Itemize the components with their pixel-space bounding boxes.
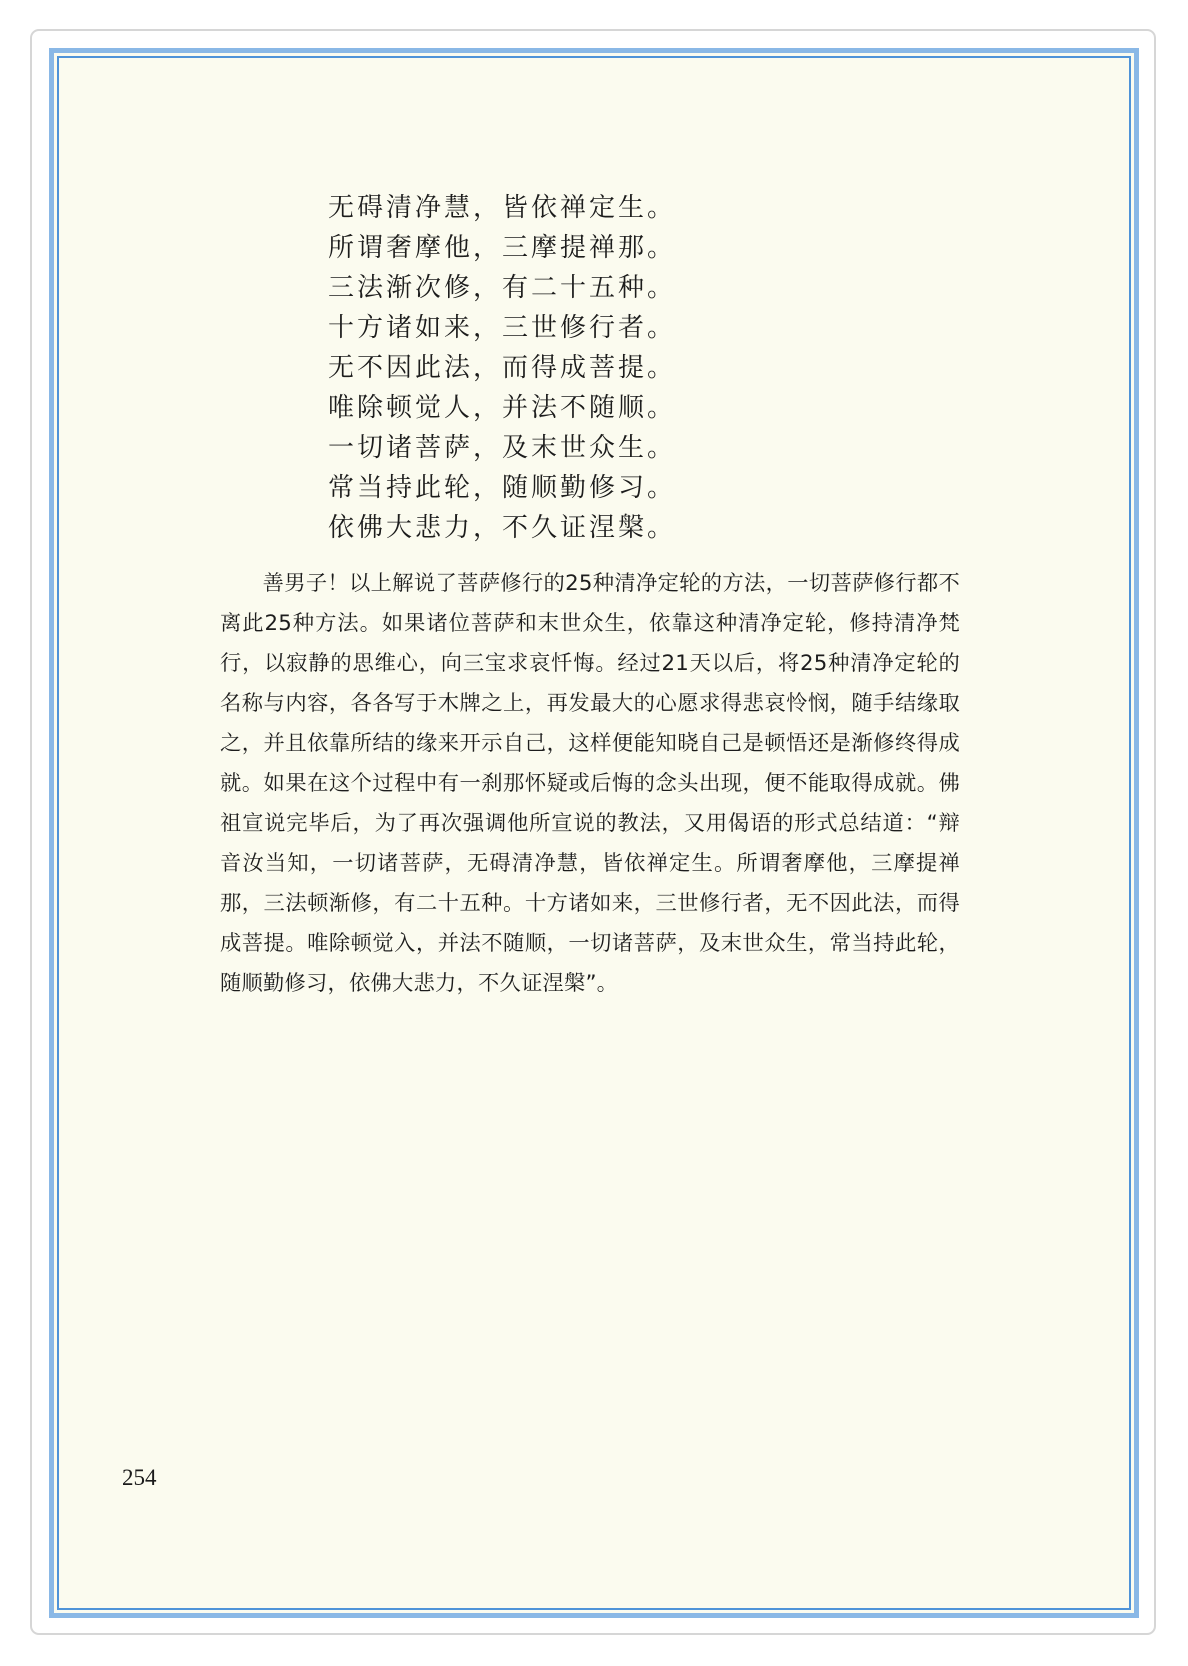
verse-line: 十方诸如来，三世修行者。 (328, 313, 677, 343)
verse-line: 无碍清净慧，皆依禅定生。 (328, 193, 677, 223)
verse-block (328, 188, 748, 548)
verse-line: 三法渐次修，有二十五种。 (328, 273, 677, 303)
verse-line: 依佛大悲力，不久证涅槃。 (328, 513, 677, 543)
verse-line: 唯除顿觉人，并法不随顺。 (328, 393, 677, 423)
body-paragraph: 善男子！以上解说了菩萨修行的25种清净定轮的方法，一切菩萨修行都不离此25种方法。如果诸位菩萨和末世众生，依靠这种清净定轮，修持清净梵行，以寂静的思维心，向三宝求哀忏悔。经过21天以后，将25种清净定轮的名称与内容，各各写于木牌之上，再发最大的心愿求得悲哀怜悯，随手结缘取之，并且依靠所结的缘来开示自己，这样便能知晓自己是顿悟还是渐修终得成就。如果在这个过程中有一刹那怀疑或后悔的念头出现，便不能取得成就。佛祖宣说完毕后，为了再次强调他所宣说的教法，又用偈语的形式总结道：“辩音汝当知，一切诸菩萨，无碍清净慧，皆依禅定生。所谓奢摩他，三摩提禅那，三法顿渐修，有二十五种。十方诸如来，三世修行者，无不因此法，而得成菩提。唯除顿觉入，并法不随顺，一切诸菩萨，及末世众生，常当持此轮，随顺勤修习，依佛大悲力，不久证涅槃”。 (220, 571, 960, 996)
verse-line: 无不因此法，而得成菩提。 (328, 353, 677, 383)
verse-line: 一切诸菩萨，及末世众生。 (328, 433, 677, 463)
verse-line: 所谓奢摩他，三摩提禅那。 (328, 233, 677, 263)
verse-line: 常当持此轮，随顺勤修习。 (328, 473, 677, 503)
page-number: 254 (122, 1465, 157, 1490)
